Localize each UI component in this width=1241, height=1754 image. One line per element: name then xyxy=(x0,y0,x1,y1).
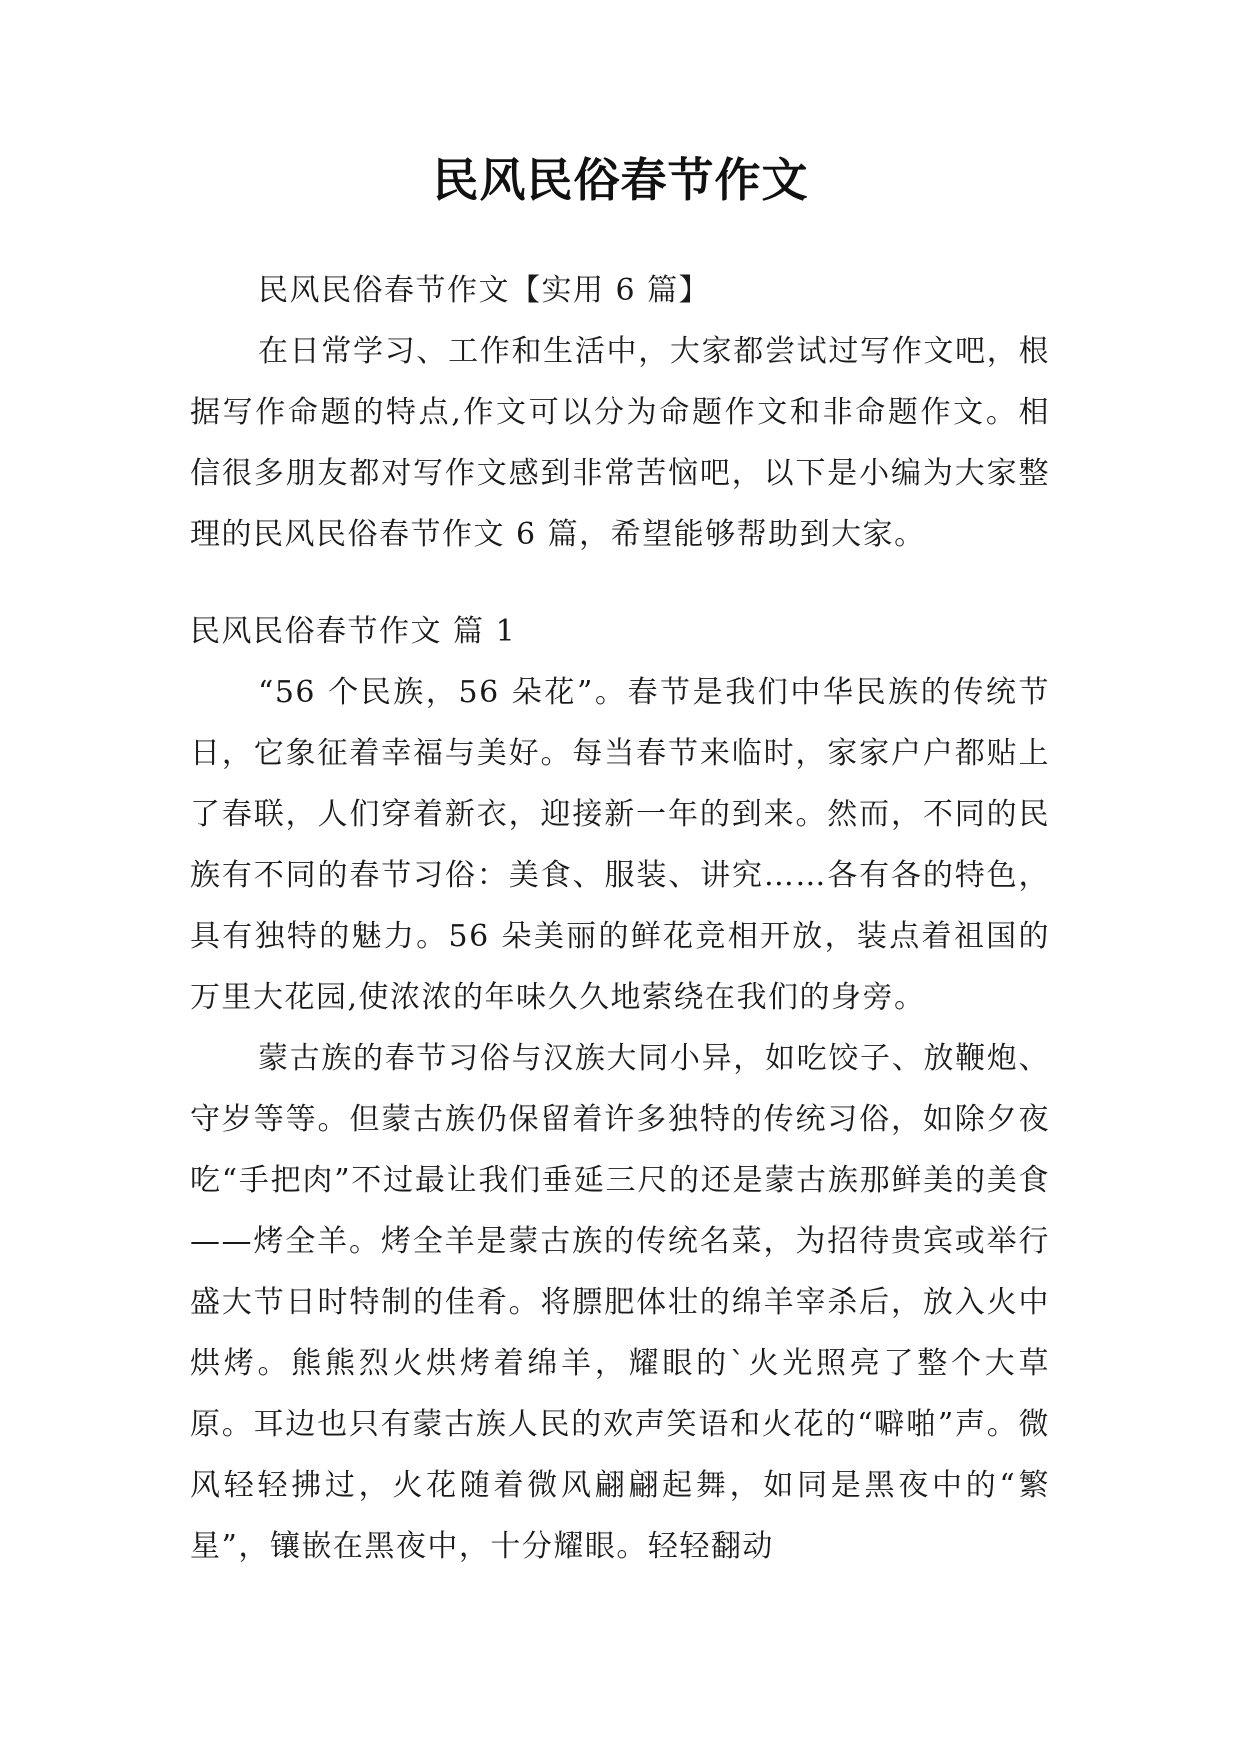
document-subtitle: 民风民俗春节作文【实用 6 篇】 xyxy=(258,273,711,308)
document-body xyxy=(190,260,1050,1577)
section-heading: 民风民俗春节作文 篇 1 xyxy=(190,614,517,649)
intro-paragraph: 在日常学习、工作和生活中，大家都尝试过写作文吧，根据写作命题的特点,作文可以分为命题作文和非命题作文。相信很多朋友都对写作文感到非常苦恼吧，以下是小编为大家整理的民风民俗春节作文 6 篇，希望能够帮助到大家。 xyxy=(190,334,1050,552)
body-paragraph-1: “56 个民族，56 朵花”。春节是我们中华民族的传统节日，它象征着幸福与美好。每当春节来临时，家家户户都贴上了春联，人们穿着新衣，迎接新一年的到来。然而，不同的民族有不同的春节习俗：美食、服装、讲究……各有各的特色，具有独特的魅力。56 朵美丽的鲜花竞相开放，装点着祖国的万里大花园,使浓浓的年味久久地萦绕在我们的身旁。 xyxy=(190,675,1050,1015)
body-paragraph-2: 蒙古族的春节习俗与汉族大同小异，如吃饺子、放鞭炮、守岁等等。但蒙古族仍保留着许多独特的传统习俗，如除夕夜吃“手把肉”不过最让我们垂延三尺的还是蒙古族那鲜美的美食——烤全羊。烤全羊是蒙古族的传统名菜，为招待贵宾或举行盛大节日时特制的佳肴。将膘肥体壮的绵羊宰杀后，放入火中烘烤。熊熊烈火烘烤着绵羊，耀眼的`火光照亮了整个大草原。耳边也只有蒙古族人民的欢声笑语和火花的“噼啪”声。微风轻轻拂过，火花随着微风翩翩起舞，如同是黑夜中的“繁星”，镶嵌在黑夜中，十分耀眼。轻轻翻动 xyxy=(190,1041,1050,1564)
section-spacer xyxy=(190,565,1050,601)
page-title: 民风民俗春节作文 xyxy=(432,153,809,207)
